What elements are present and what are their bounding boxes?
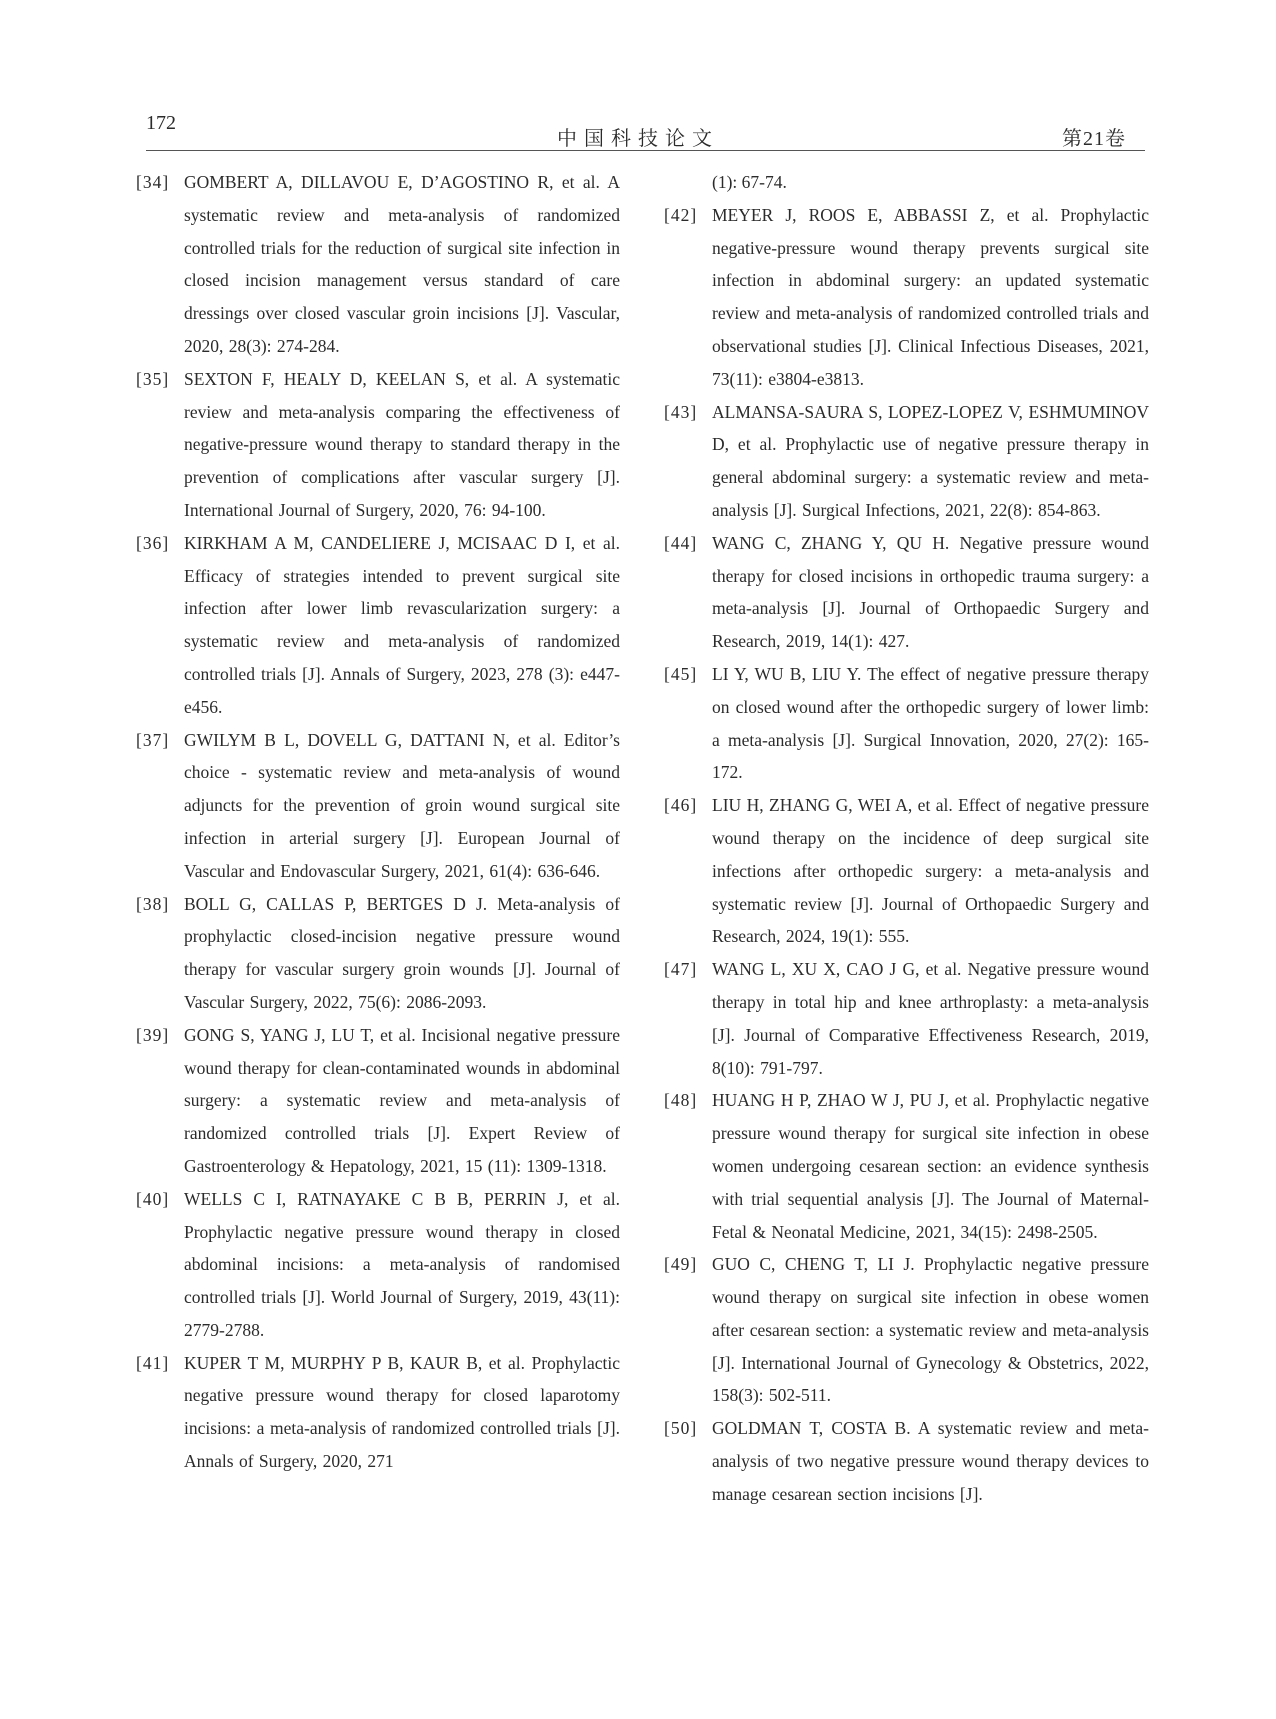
reference-text: KIRKHAM A M, CANDELIERE J, MCISAAC D I, et al. Efficacy of strategies intended to prevent surgical site infection after lower limb revascularization surgery: a systematic review and meta-analysis of randomized controlled trials [J]. Annals of Surgery, 2023, 278 (3): e447-e456. [184, 532, 620, 717]
reference-number: [39] [136, 1024, 170, 1045]
reference-text: BOLL G, CALLAS P, BERTGES D J. Meta-analysis of prophylactic closed-incision negative pressure wound therapy for vascular surgery groin wounds [J]. Journal of Vascular Surgery, 2022, 75(6): 2086-2093. [184, 893, 620, 1012]
reference-text: WELLS C I, RATNAYAKE C B B, PERRIN J, et al. Prophylactic negative pressure wound therapy in closed abdominal incisions: a meta-analysis of randomised controlled trials [J]. World Journal of Surgery, 2019, 43(11): 2779-2788. [184, 1188, 620, 1340]
volume-label: 第21卷 [1062, 128, 1126, 150]
reference-number: [46] [664, 795, 698, 816]
reference-46 [664, 789, 1149, 953]
reference-continuation: (1): 67-74. [712, 172, 787, 192]
reference-48 [664, 1084, 1149, 1248]
reference-text: KUPER T M, MURPHY P B, KAUR B, et al. Prophylactic negative pressure wound therapy for closed laparotomy incisions: a meta-analysis of randomized controlled trials [J]. Annals of Surgery, 2020, 271 [184, 1352, 620, 1472]
reference-41 [136, 1347, 620, 1478]
reference-38 [136, 888, 620, 1019]
reference-number: [43] [664, 401, 698, 422]
reference-34 [136, 166, 620, 363]
reference-number: [38] [136, 893, 170, 914]
reference-number: [40] [136, 1188, 170, 1209]
reference-number: [50] [664, 1418, 698, 1439]
reference-text: SEXTON F, HEALY D, KEELAN S, et al. A systematic review and meta-analysis comparing the effectiveness of negative-pressure wound therapy to standard therapy in the prevention of complications after vascular surgery [J]. International Journal of Surgery, 2020, 76: 94-100. [184, 368, 620, 520]
header-divider [146, 150, 1145, 151]
reference-number: [41] [136, 1352, 170, 1373]
reference-50 [664, 1412, 1149, 1510]
reference-text: GUO C, CHENG T, LI J. Prophylactic negative pressure wound therapy on surgical site infection in obese women after cesarean section: a systematic review and meta-analysis [J]. International Journal of Gynecology & Obstetrics, 2022, 158(3): 502-511. [712, 1254, 1149, 1406]
reference-number: [44] [664, 532, 698, 553]
reference-number: [49] [664, 1254, 698, 1275]
reference-40 [136, 1183, 620, 1347]
reference-43 [664, 396, 1149, 527]
reference-39 [136, 1019, 620, 1183]
reference-text: LIU H, ZHANG G, WEI A, et al. Effect of negative pressure wound therapy on the incidence of deep surgical site infections after orthopedic surgery: a meta-analysis and systematic review [J]. Journal of Orthopaedic Surgery and Research, 2024, 19(1): 555. [712, 795, 1149, 947]
reference-text: MEYER J, ROOS E, ABBASSI Z, et al. Prophylactic negative-pressure wound therapy prevents surgical site infection in abdominal surgery: an updated systematic review and meta-analysis of randomized controlled trials and observational studies [J]. Clinical Infectious Diseases, 2021, 73(11): e3804-e3813. [712, 204, 1149, 389]
reference-36 [136, 527, 620, 724]
reference-42 [664, 199, 1149, 396]
reference-44 [664, 527, 1149, 658]
reference-number: [36] [136, 532, 170, 553]
reference-45 [664, 658, 1149, 789]
reference-number: [48] [664, 1090, 698, 1111]
reference-text: GOMBERT A, DILLAVOU E, D’AGOSTINO R, et al. A systematic review and meta-analysis of randomized controlled trials for the reduction of surgical site infection in closed incision management versus standard of care dressings over closed vascular groin incisions [J]. Vascular, 2020, 28(3): 274-284. [184, 172, 620, 356]
reference-text: GONG S, YANG J, LU T, et al. Incisional negative pressure wound therapy for clean-contaminated wounds in abdominal surgery: a systematic review and meta-analysis of randomized controlled trials [J]. Expert Review of Gastroenterology & Hepatology, 2021, 15 (11): 1309-1318. [184, 1024, 620, 1176]
reference-37 [136, 724, 620, 888]
reference-49 [664, 1248, 1149, 1412]
left-column [136, 166, 620, 1478]
reference-text: HUANG H P, ZHAO W J, PU J, et al. Prophylactic negative pressure wound therapy for surgical site infection in obese women undergoing cesarean section: an evidence synthesis with trial sequential analysis [J]. The Journal of Maternal-Fetal & Neonatal Medicine, 2021, 34(15): 2498-2505. [712, 1090, 1149, 1242]
journal-title: 中国科技论文 [557, 128, 719, 150]
reference-35 [136, 363, 620, 527]
reference-number: [37] [136, 729, 170, 750]
right-column [664, 166, 1149, 1511]
reference-text: LI Y, WU B, LIU Y. The effect of negative pressure therapy on closed wound after the orthopedic surgery of lower limb: a meta-analysis [J]. Surgical Innovation, 2020, 27(2): 165-172. [712, 663, 1149, 783]
reference-text: GOLDMAN T, COSTA B. A systematic review and meta-analysis of two negative pressure wound therapy devices to manage cesarean section incisions [J]. [712, 1418, 1149, 1504]
reference-text: ALMANSA-SAURA S, LOPEZ-LOPEZ V, ESHMUMINOV D, et al. Prophylactic use of negative pressure therapy in general abdominal surgery: a systematic review and meta-analysis [J]. Surgical Infections, 2021, 22(8): 854-863. [712, 401, 1149, 520]
page-number: 172 [146, 112, 176, 134]
reference-number: [42] [664, 204, 698, 225]
reference-text: GWILYM B L, DOVELL G, DATTANI N, et al. Editor’s choice - systematic review and meta-analysis of wound adjuncts for the prevention of groin wound surgical site infection in arterial surgery [J]. European Journal of Vascular and Endovascular Surgery, 2021, 61(4): 636-646. [184, 729, 620, 881]
reference-number: [45] [664, 663, 698, 684]
reference-number: [47] [664, 959, 698, 980]
reference-text: WANG C, ZHANG Y, QU H. Negative pressure wound therapy for closed incisions in orthopedic trauma surgery: a meta-analysis [J]. Journal of Orthopaedic Surgery and Research, 2019, 14(1): 427. [712, 532, 1149, 652]
reference-text: WANG L, XU X, CAO J G, et al. Negative pressure wound therapy in total hip and knee arthroplasty: a meta-analysis [J]. Journal of Comparative Effectiveness Research, 2019, 8(10): 791-797. [712, 959, 1149, 1078]
reference-47 [664, 953, 1149, 1084]
reference-number: [34] [136, 172, 170, 192]
reference-number: [35] [136, 368, 170, 389]
